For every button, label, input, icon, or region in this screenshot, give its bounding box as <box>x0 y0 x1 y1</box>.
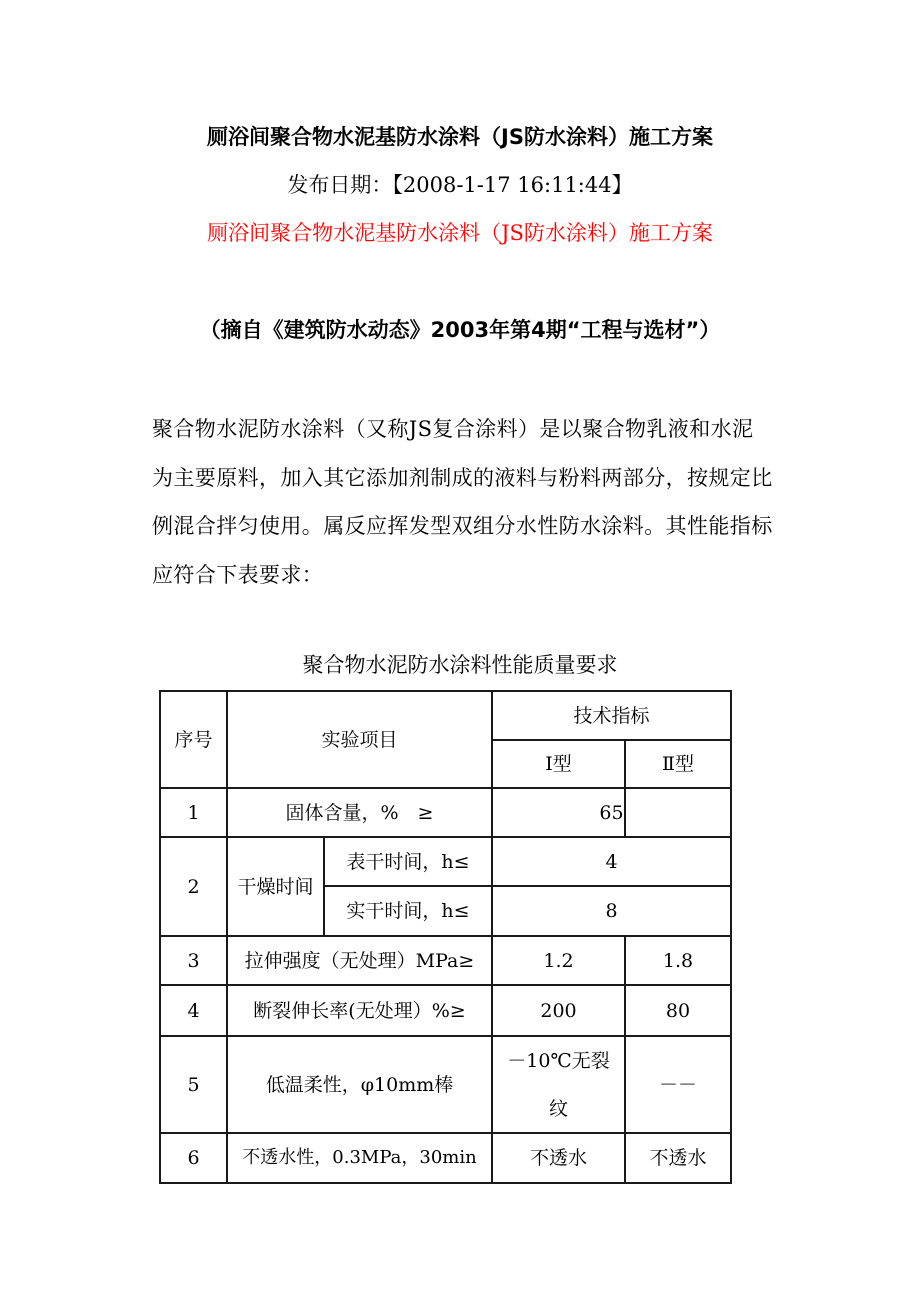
row-index: 3 <box>187 949 200 972</box>
performance-table <box>159 690 731 1183</box>
row-value: 65 <box>599 801 624 824</box>
row-index: 2 <box>187 875 200 898</box>
publish-date: 发布日期：【2008-1-17 16:11:44】 <box>287 173 633 197</box>
paragraph-line: 聚合物水泥防水涂料（又称JS复合涂料）是以聚合物乳液和水泥 <box>152 417 754 441</box>
red-subtitle: 厕浴间聚合物水泥基防水涂料（JS防水涂料）施工方案 <box>207 221 713 245</box>
row-type2: 不透水 <box>649 1147 707 1169</box>
row-type2: 80 <box>665 999 691 1022</box>
document-title: 厕浴间聚合物水泥基防水涂料（JS防水涂料）施工方案 <box>207 125 713 149</box>
intro-paragraph <box>152 405 772 599</box>
paragraph-line: 应符合下表要求： <box>152 562 324 587</box>
row-item: 低温柔性，φ10mm棒 <box>265 1073 454 1096</box>
row-item: 不透水性，0.3MPa，30min <box>242 1147 477 1168</box>
source-citation: （摘自《建筑防水动态》2003年第4期“工程与选材”） <box>199 318 721 342</box>
row-value: 4 <box>605 850 618 873</box>
row-index: 5 <box>187 1073 200 1096</box>
row-type2: －－ <box>658 1073 697 1096</box>
row-type1: 1.2 <box>543 949 574 972</box>
row-value: 8 <box>605 900 618 922</box>
header-spec: 技术指标 <box>573 704 650 727</box>
paragraph-line: 例混合拌匀使用。属反应挥发型双组分水性防水涂料。其性能指标 <box>152 514 773 538</box>
row-item: 固体含量，% ≥ <box>285 801 434 824</box>
row-type1: 200 <box>540 999 577 1022</box>
row-group: 干燥时间 <box>237 875 314 898</box>
row-index: 1 <box>187 801 200 824</box>
row-item: 表干时间，h≤ <box>346 850 470 873</box>
header-item: 实验项目 <box>321 728 398 751</box>
table-border <box>159 1182 732 1184</box>
row-type2: 1.8 <box>662 949 694 972</box>
header-index: 序号 <box>174 728 213 751</box>
row-item: 断裂伸长率(无处理）%≥ <box>253 999 466 1022</box>
table-caption: 聚合物水泥防水涂料性能质量要求 <box>302 653 618 677</box>
row-item: 实干时间，h≤ <box>346 900 470 922</box>
table-border <box>730 690 732 1184</box>
header-type2: Ⅱ型 <box>662 753 694 775</box>
paragraph-line: 为主要原料，加入其它添加剂制成的液料与粉料两部分，按规定比 <box>152 465 773 490</box>
row-type1: 不透水 <box>529 1147 587 1169</box>
header-type1: Ⅰ型 <box>545 753 572 775</box>
row-item: 拉伸强度（无处理）MPa≥ <box>244 949 475 972</box>
row-index: 6 <box>187 1147 200 1169</box>
row-type1: －10℃无裂纹 <box>507 1049 610 1120</box>
row-index: 4 <box>187 999 200 1022</box>
